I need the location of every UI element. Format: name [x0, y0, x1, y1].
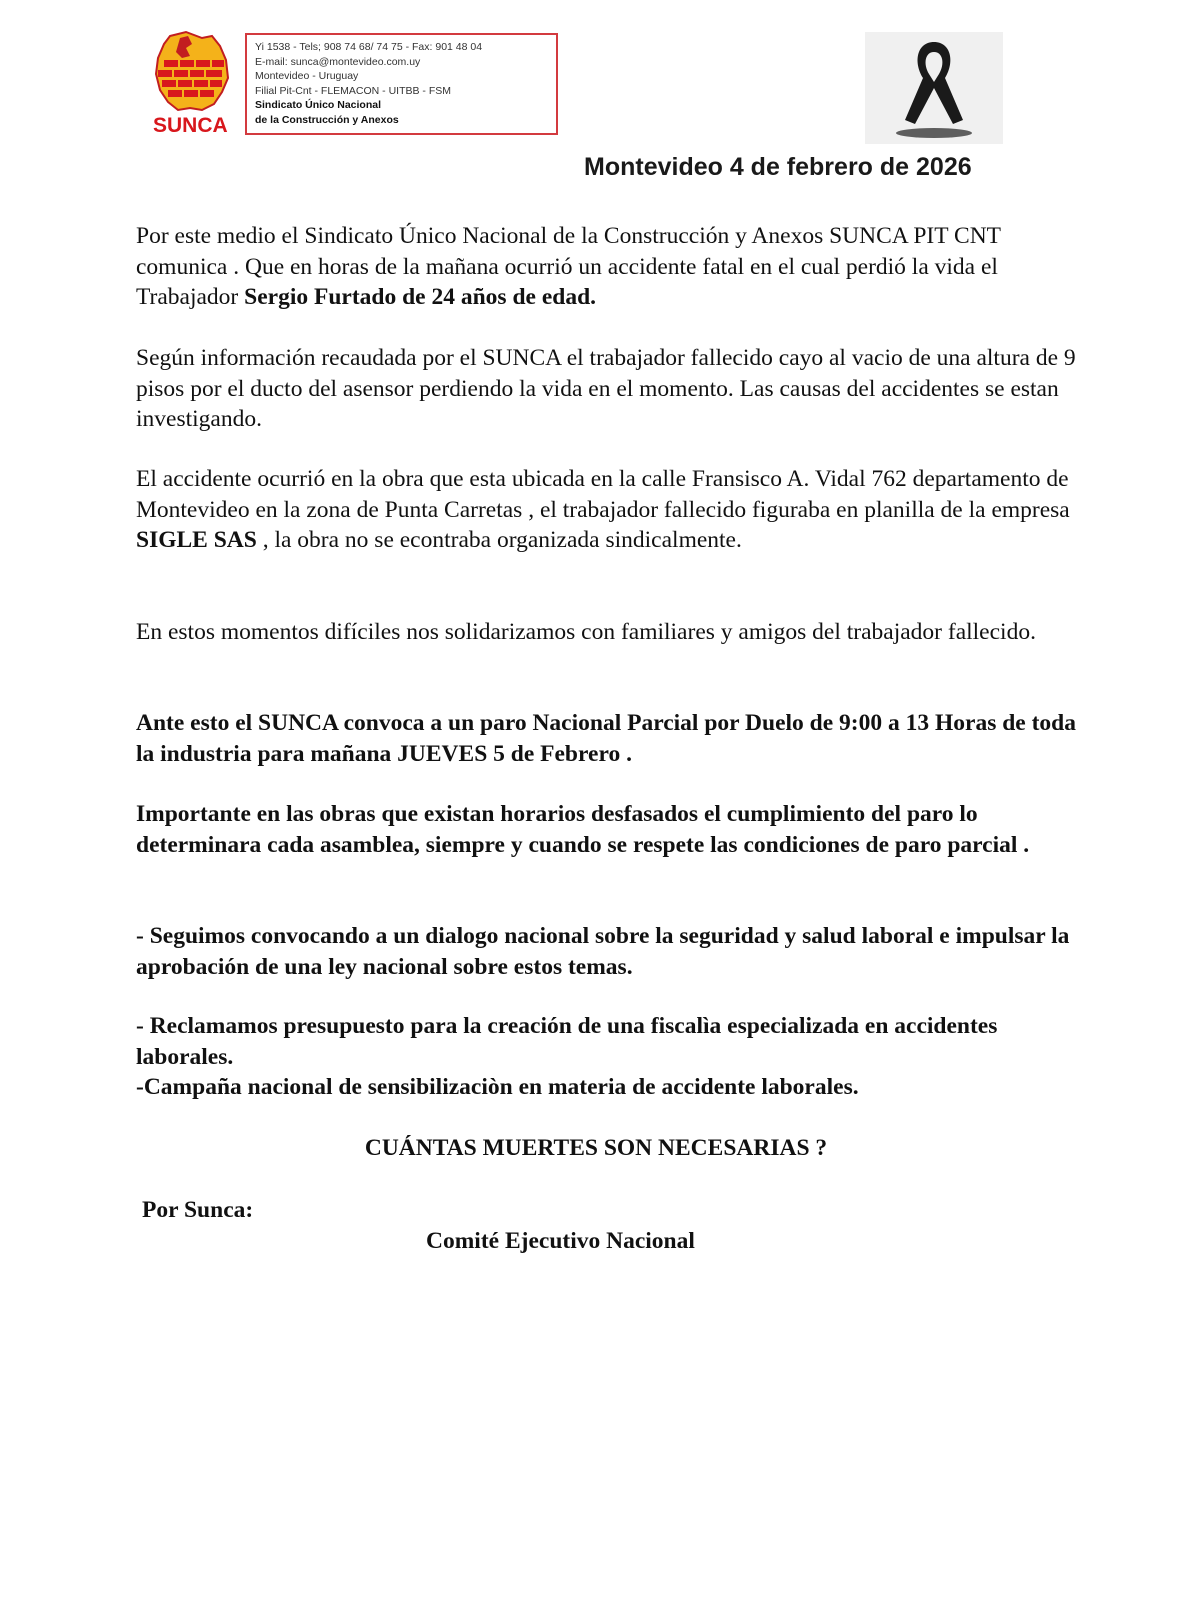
- union-name: de la Construcción y Anexos: [255, 113, 399, 126]
- union-name: Sindicato Único Nacional: [255, 99, 382, 111]
- contact-box: [245, 33, 558, 135]
- paragraph-intro: Por este medio el Sindicato Único Nacional de la Construcción y Anexos SUNCA PIT CNT comunica . Que en horas de la mañana ocurrió un accidente fatal en el cual perdió la vida el Trabajador Sergio Furtado de 24 años de edad.: [136, 223, 1001, 310]
- signature: Comité Ejecutivo Nacional: [426, 1228, 695, 1254]
- contact-line: Montevideo - Uruguay: [255, 70, 359, 82]
- paragraph-condolences: En estos momentos difíciles nos solidarizamos con familiares y amigos del trabajador fallecido.: [136, 619, 1036, 645]
- paragraph-budget: - Reclamamos presupuesto para la creación de una fiscalìa especializada en accidentes laborales.: [136, 1013, 998, 1070]
- paragraph-location: El accidente ocurrió en la obra que esta ubicada en la calle Fransisco A. Vidal 762 departamento de Montevideo en la zona de Punta Carretas , el trabajador fallecido figuraba en planilla de la empresa SIGLE SAS , la obra no se econtraba organizada sindicalmente.: [136, 466, 1070, 553]
- mourning-ribbon-icon: [865, 32, 1003, 144]
- logo-wordmark: SUNCA: [153, 114, 228, 137]
- contact-line: Yi 1538 - Tels; 908 74 68/ 74 75 - Fax: 901 48 04: [255, 41, 483, 53]
- paragraph-important: Importante en las obras que existan horarios desfasados el cumplimiento del paro lo determinara cada asamblea, siempre y cuando se respete las condiciones de paro parcial .: [136, 801, 1030, 858]
- paragraph-dialogue: - Seguimos convocando a un dialogo nacional sobre la seguridad y salud laboral e impulsar la aprobación de una ley nacional sobre estos temas.: [136, 923, 1070, 980]
- paragraph-details: Según información recaudada por el SUNCA el trabajador fallecido cayo al vacio de una altura de 9 pisos por el ducto del asensor perdiendo la vida en el momento. Las causas del accidentes se estan investigando.: [136, 345, 1076, 432]
- contact-email: E-mail: sunca@montevideo.com.uy: [255, 55, 421, 68]
- signoff: Por Sunca:: [142, 1197, 254, 1223]
- paragraph-campaign: -Campaña nacional de sensibilizaciòn en materia de accidente laborales.: [136, 1074, 859, 1100]
- letter-date: Montevideo 4 de febrero de 2026: [584, 153, 972, 181]
- victim-name: Sergio Furtado de 24 años de edad.: [244, 284, 597, 310]
- contact-line: Filial Pit-Cnt - FLEMACON - UITBB - FSM: [255, 84, 452, 97]
- paragraph-strike-call: Ante esto el SUNCA convoca a un paro Nacional Parcial por Duelo de 9:00 a 13 Horas de toda la industria para mañana JUEVES 5 de Febrero .: [136, 710, 1076, 767]
- headline: CUÁNTAS MUERTES SON NECESARIAS ?: [364, 1135, 828, 1161]
- company-name: SIGLE SAS: [136, 527, 257, 553]
